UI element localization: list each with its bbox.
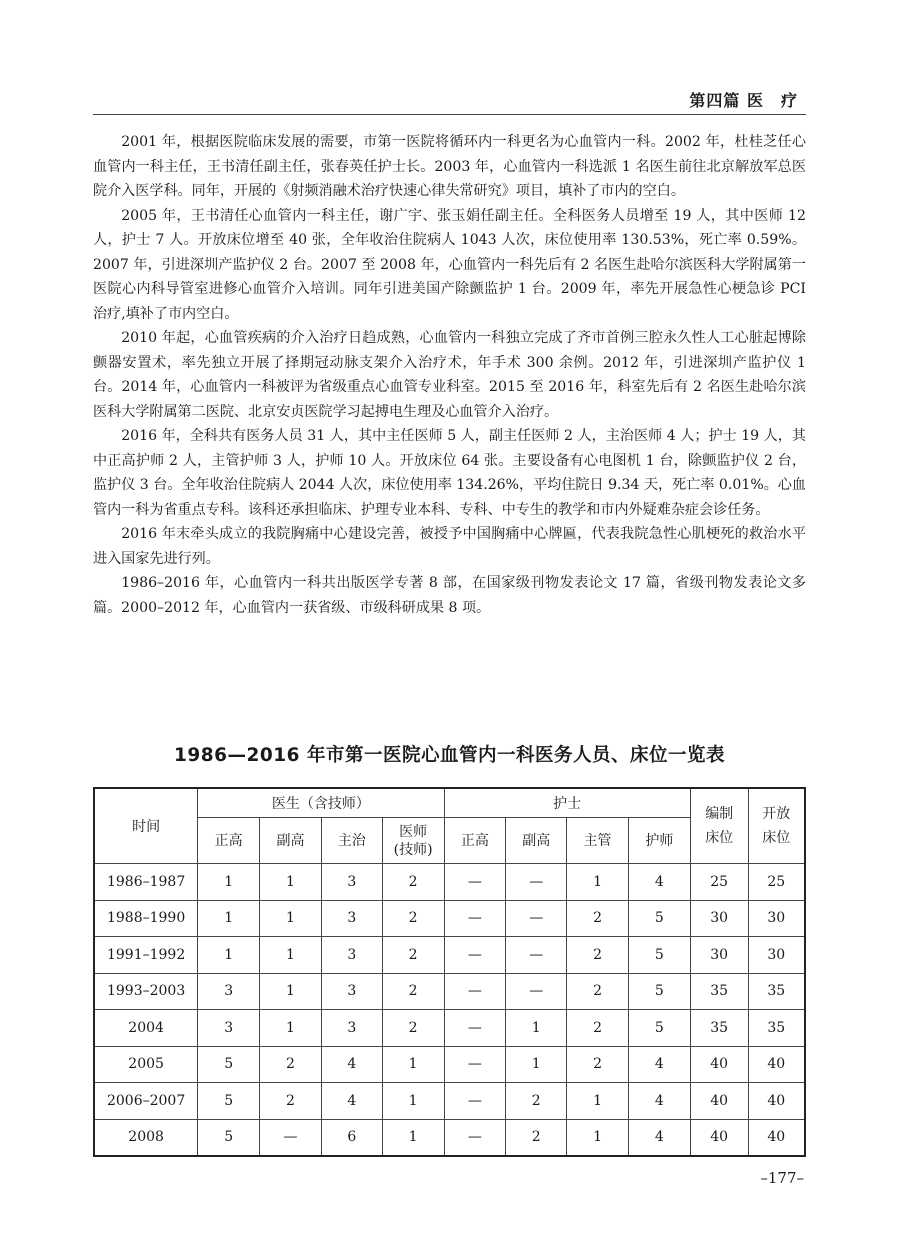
time-header: 时间 — [94, 788, 198, 864]
table-cell: 1 — [260, 973, 322, 1010]
table-cell: 1 — [198, 900, 260, 937]
table-cell: 3 — [321, 864, 382, 901]
table-cell: 4 — [628, 1046, 690, 1083]
table-cell: — — [444, 864, 506, 901]
table-cell: 1 — [260, 900, 322, 937]
paragraph: 2010 年起，心血管疾病的介入治疗日趋成熟，心血管内一科独立完成了齐市首例三腔永久性人工心脏起博除颤器安置术，率先独立开展了择期冠动脉支架介入治疗术，年手术 300 余例。2012 年，引进深圳产监护仪 1 台。2014 年，心血管内一科被评为省级重点心血管专业科室。2015 至 2016 年，科室先后有 2 名医生赴哈尔滨医科大学附属第二医院、北京安贞医院学习起搏电生理及心血管介入治疗。 — [93, 330, 806, 420]
table-cell: 5 — [198, 1119, 260, 1156]
table-cell: 1 — [198, 937, 260, 974]
table-row — [94, 1119, 805, 1156]
table-cell: 1 — [382, 1083, 444, 1120]
table-cell: 4 — [628, 864, 690, 901]
table-cell: 35 — [748, 1010, 805, 1047]
table-cell: 1 — [506, 1046, 567, 1083]
time-cell: 1991–1992 — [94, 937, 198, 974]
table-cell: 2 — [382, 1010, 444, 1047]
paragraph: 2016 年末牵头成立的我院胸痛中心建设完善，被授予中国胸痛中心牌匾，代表我院急性心肌梗死的救治水平进入国家先进行列。 — [93, 526, 806, 567]
body-text — [93, 130, 806, 620]
table-cell: 1 — [567, 864, 629, 901]
table-row — [94, 1046, 805, 1083]
paragraph: 1986–2016 年，心血管内一科共出版医学专著 8 部，在国家级刊物发表论文 17 篇，省级刊物发表论文多篇。2000–2012 年，心血管内一获省级、市级科研成果 8 项。 — [93, 575, 806, 616]
table-cell: 2 — [567, 937, 629, 974]
table-cell: — — [444, 973, 506, 1010]
table-cell: 2 — [567, 1010, 629, 1047]
table-cell: 40 — [690, 1083, 748, 1120]
doctor-col-header: 主治 — [321, 818, 382, 864]
table-cell: 40 — [690, 1119, 748, 1156]
table-cell: 35 — [748, 973, 805, 1010]
table-cell: 1 — [567, 1083, 629, 1120]
table-cell: 25 — [748, 864, 805, 901]
paragraph: 2005 年，王书清任心血管内一科主任，谢广宇、张玉娟任副主任。全科医务人员增至 19 人，其中医师 12 人，护士 7 人。开放床位增至 40 张，全年收治住院病人 1043 人次，床位使用率 130.53%，死亡率 0.59%。2007 年，引进深圳产监护仪 2 台。2007 至 2008 年，心血管内一科先后有 2 名医生赴哈尔滨医科大学附属第一医院心内科导管室进修心血管介入培训。同年引进美国产除颤监护 1 台。2009 年，率先开展急性心梗急诊 PCI 治疗,填补了市内空白。 — [93, 207, 806, 322]
nurse-col-header: 副高 — [506, 818, 567, 864]
table-body — [94, 864, 805, 1157]
nurse-col-header: 主管 — [567, 818, 629, 864]
time-cell: 1988–1990 — [94, 900, 198, 937]
nurse-col-header: 护师 — [628, 818, 690, 864]
table-cell: 2 — [506, 1083, 567, 1120]
header-section-title: 第四篇 医 疗 — [689, 91, 798, 110]
table-row — [94, 864, 805, 901]
beds-quota-header: 编制 床位 — [690, 788, 748, 864]
nurse-col-header: 正高 — [444, 818, 506, 864]
doctor-group-header: 医生（含技师） — [198, 788, 444, 818]
table-cell: 3 — [198, 1010, 260, 1047]
table-cell: 1 — [260, 1010, 322, 1047]
table-cell: 30 — [690, 937, 748, 974]
table-cell: 5 — [198, 1046, 260, 1083]
table-row — [94, 1010, 805, 1047]
table-cell: 6 — [321, 1119, 382, 1156]
table-cell: 35 — [690, 973, 748, 1010]
table-cell: 5 — [198, 1083, 260, 1120]
table-cell: 40 — [748, 1119, 805, 1156]
table-cell: 1 — [382, 1119, 444, 1156]
staff-beds-table — [93, 787, 806, 1157]
table-cell: 40 — [748, 1083, 805, 1120]
doctor-col-header: 副高 — [260, 818, 322, 864]
table-cell: 5 — [628, 973, 690, 1010]
table-cell: 1 — [260, 864, 322, 901]
table-cell: 2 — [260, 1046, 322, 1083]
running-header — [93, 84, 806, 115]
table-cell: 35 — [690, 1010, 748, 1047]
table-cell: 2 — [506, 1119, 567, 1156]
time-cell: 2005 — [94, 1046, 198, 1083]
beds-open-header: 开放 床位 — [748, 788, 805, 864]
table-cell: 5 — [628, 937, 690, 974]
table-cell: 3 — [321, 973, 382, 1010]
page-number: –177– — [760, 1169, 804, 1187]
table-cell: — — [260, 1119, 322, 1156]
table-cell: — — [506, 900, 567, 937]
table-cell: 1 — [198, 864, 260, 901]
table-cell: — — [444, 1083, 506, 1120]
table-cell: 5 — [628, 900, 690, 937]
time-cell: 2008 — [94, 1119, 198, 1156]
table-cell: — — [444, 900, 506, 937]
table-cell: 2 — [382, 937, 444, 974]
table-cell: 30 — [748, 937, 805, 974]
time-cell: 1986–1987 — [94, 864, 198, 901]
table-cell: 1 — [260, 937, 322, 974]
table-cell: 40 — [748, 1046, 805, 1083]
table-cell: 3 — [198, 973, 260, 1010]
nurse-group-header: 护士 — [444, 788, 690, 818]
table-cell: 25 — [690, 864, 748, 901]
table-row — [94, 900, 805, 937]
table-cell: 2 — [567, 1046, 629, 1083]
table-cell: 4 — [628, 1083, 690, 1120]
table-cell: 2 — [382, 900, 444, 937]
table-cell: 30 — [690, 900, 748, 937]
table-cell: — — [444, 1046, 506, 1083]
table-cell: 3 — [321, 937, 382, 974]
table-cell: 3 — [321, 1010, 382, 1047]
table-row — [94, 973, 805, 1010]
table-cell: — — [506, 973, 567, 1010]
table-row — [94, 937, 805, 974]
doctor-col-header: 医师 (技师) — [382, 818, 444, 864]
time-cell: 1993–2003 — [94, 973, 198, 1010]
table-cell: 4 — [321, 1083, 382, 1120]
table-cell: 1 — [382, 1046, 444, 1083]
table-cell: — — [444, 1010, 506, 1047]
table-cell: 4 — [628, 1119, 690, 1156]
table-cell: 1 — [506, 1010, 567, 1047]
table-cell: 1 — [567, 1119, 629, 1156]
table-cell: 40 — [690, 1046, 748, 1083]
table-cell: — — [444, 937, 506, 974]
table-cell: 3 — [321, 900, 382, 937]
time-cell: 2004 — [94, 1010, 198, 1047]
table-cell: — — [506, 937, 567, 974]
table-cell: 30 — [748, 900, 805, 937]
table-cell: 2 — [382, 973, 444, 1010]
table-cell: — — [506, 864, 567, 901]
table-cell: 2 — [260, 1083, 322, 1120]
table-row — [94, 1083, 805, 1120]
table-cell: 4 — [321, 1046, 382, 1083]
table-cell: 2 — [382, 864, 444, 901]
time-cell: 2006–2007 — [94, 1083, 198, 1120]
table-cell: 5 — [628, 1010, 690, 1047]
table-title: 1986—2016 年市第一医院心血管内一科医务人员、床位一览表 — [174, 745, 725, 766]
doctor-col-header: 正高 — [198, 818, 260, 864]
paragraph: 2016 年，全科共有医务人员 31 人，其中主任医师 5 人，副主任医师 2 人，主治医师 4 人；护士 19 人，其中正高护师 2 人，主管护师 3 人，护师 10 人。开放床位 64 张。主要设备有心电图机 1 台，除颤监护仪 2 台，监护仪 3 台。全年收治住院病人 2044 人次，床位使用率 134.26%，平均住院日 9.34 天，死亡率 0.01%。心血管内一科为省重点专科。该科还承担临床、护理专业本科、专科、中专生的教学和市内外疑难杂症会诊任务。 — [93, 428, 806, 518]
table-cell: 2 — [567, 900, 629, 937]
paragraph: 2001 年，根据医院临床发展的需要，市第一医院将循环内一科更名为心血管内一科。2002 年，杜桂芝任心血管内一科主任，王书清任副主任，张春英任护士长。2003 年，心血管内一科选派 1 名医生前往北京解放军总医院介入医学科。同年，开展的《射频消融术治疗快速心律失常研究》项目，填补了市内的空白。 — [93, 134, 806, 199]
table-cell: 2 — [567, 973, 629, 1010]
table-cell: — — [444, 1119, 506, 1156]
